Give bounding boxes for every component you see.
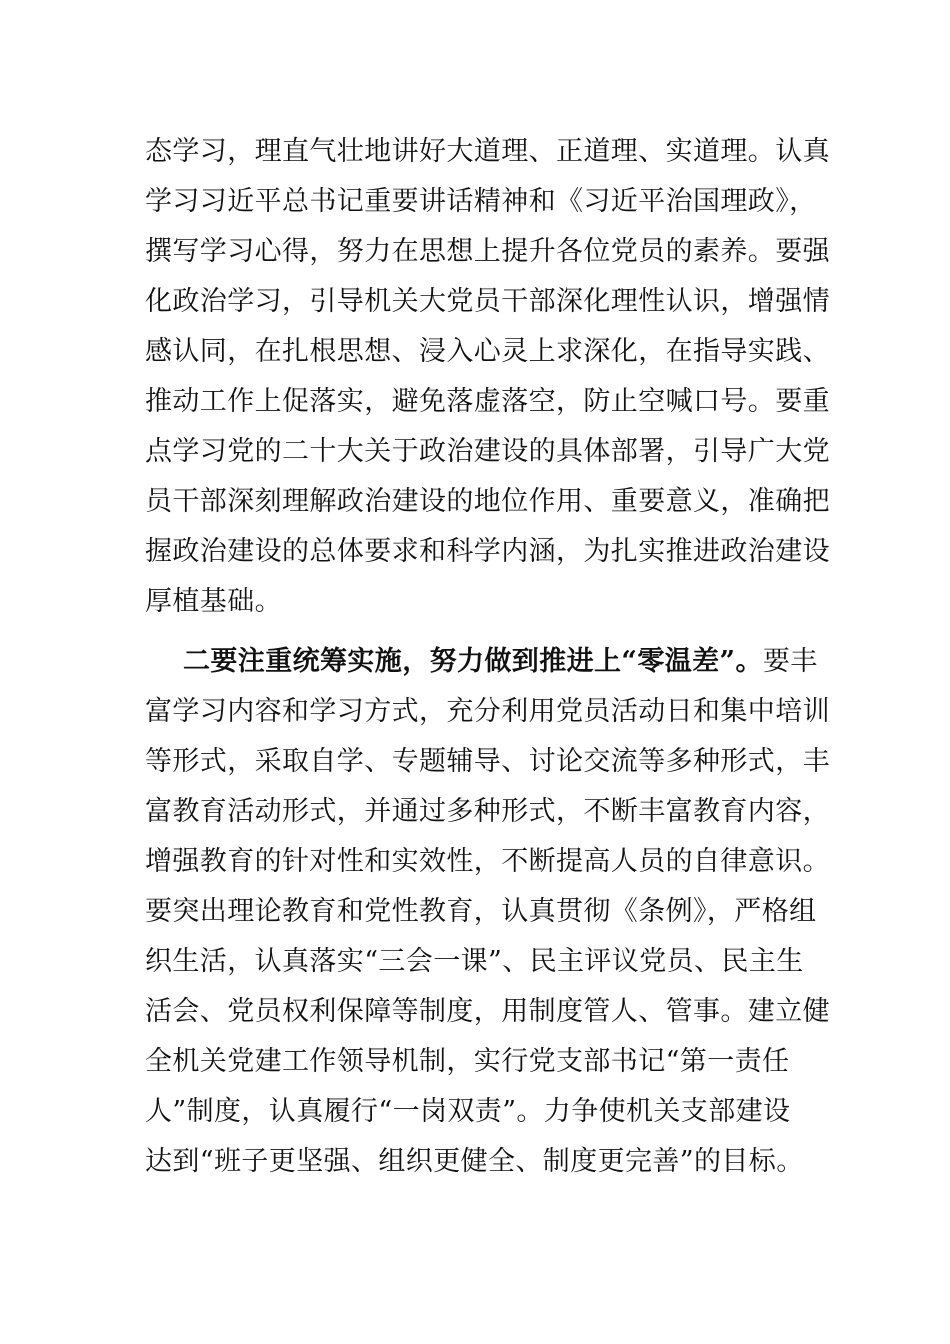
text-line: 活会、党员权利保障等制度，用制度管人、管事。建立健 bbox=[145, 996, 830, 1027]
text-line: 推动工作上促落实，避免落虚落空，防止空喊口号。要重 bbox=[145, 386, 830, 417]
text-line: 点学习党的二十大关于政治建设的具体部署，引导广大党 bbox=[145, 436, 830, 467]
text-line: 人”制度，认真履行“一岗双责”。力争使机关支部建设 bbox=[145, 1096, 791, 1127]
text-line: 达到“班子更坚强、组织更健全、制度更完善”的目标。 bbox=[145, 1146, 804, 1177]
text-line: 学习习近平总书记重要讲话精神和《习近平治国理政》， bbox=[145, 186, 817, 217]
text-line: 撰写学习心得，努力在思想上提升各位党员的素养。要强 bbox=[145, 236, 830, 267]
text-line: 富教育活动形式，并通过多种形式，不断丰富教育内容， bbox=[145, 796, 830, 827]
first-line bbox=[145, 637, 818, 687]
text-line: 富学习内容和学习方式，充分利用党员活动日和集中培训 bbox=[145, 696, 830, 727]
text-line: 全机关党建工作领导机制，实行党支部书记“第一责任 bbox=[145, 1046, 790, 1077]
section-heading: 二要注重统筹实施，努力做到推进上“零温差”。 bbox=[183, 646, 763, 677]
text-line: 厚植基础。 bbox=[145, 586, 282, 617]
text-line: 织生活，认真落实“三会一课”、民主评议党员、民主生 bbox=[145, 946, 804, 977]
text-line: 要突出理论教育和党性教育，认真贯彻《条例》，严格组 bbox=[145, 896, 817, 927]
text-line: 化政治学习，引导机关大党员干部深化理性认识，增强情 bbox=[145, 286, 830, 317]
first-line-rest: 要丰 bbox=[762, 646, 818, 677]
paragraph-political-study bbox=[145, 127, 830, 627]
text-line: 等形式，采取自学、专题辅导、讨论交流等多种形式，丰 bbox=[145, 746, 830, 777]
text-line: 感认同，在扎根思想、浸入心灵上求深化，在指导实践、 bbox=[145, 336, 830, 367]
paragraph-coordinated-implementation bbox=[145, 637, 830, 1187]
text-line: 员干部深刻理解政治建设的地位作用、重要意义，准确把 bbox=[145, 486, 830, 517]
text-line: 态学习，理直气壮地讲好大道理、正道理、实道理。认真 bbox=[145, 136, 830, 167]
text-line: 握政治建设的总体要求和科学内涵，为扎实推进政治建设 bbox=[145, 536, 830, 567]
text-line: 增强教育的针对性和实效性，不断提高人员的自律意识。 bbox=[145, 846, 830, 877]
